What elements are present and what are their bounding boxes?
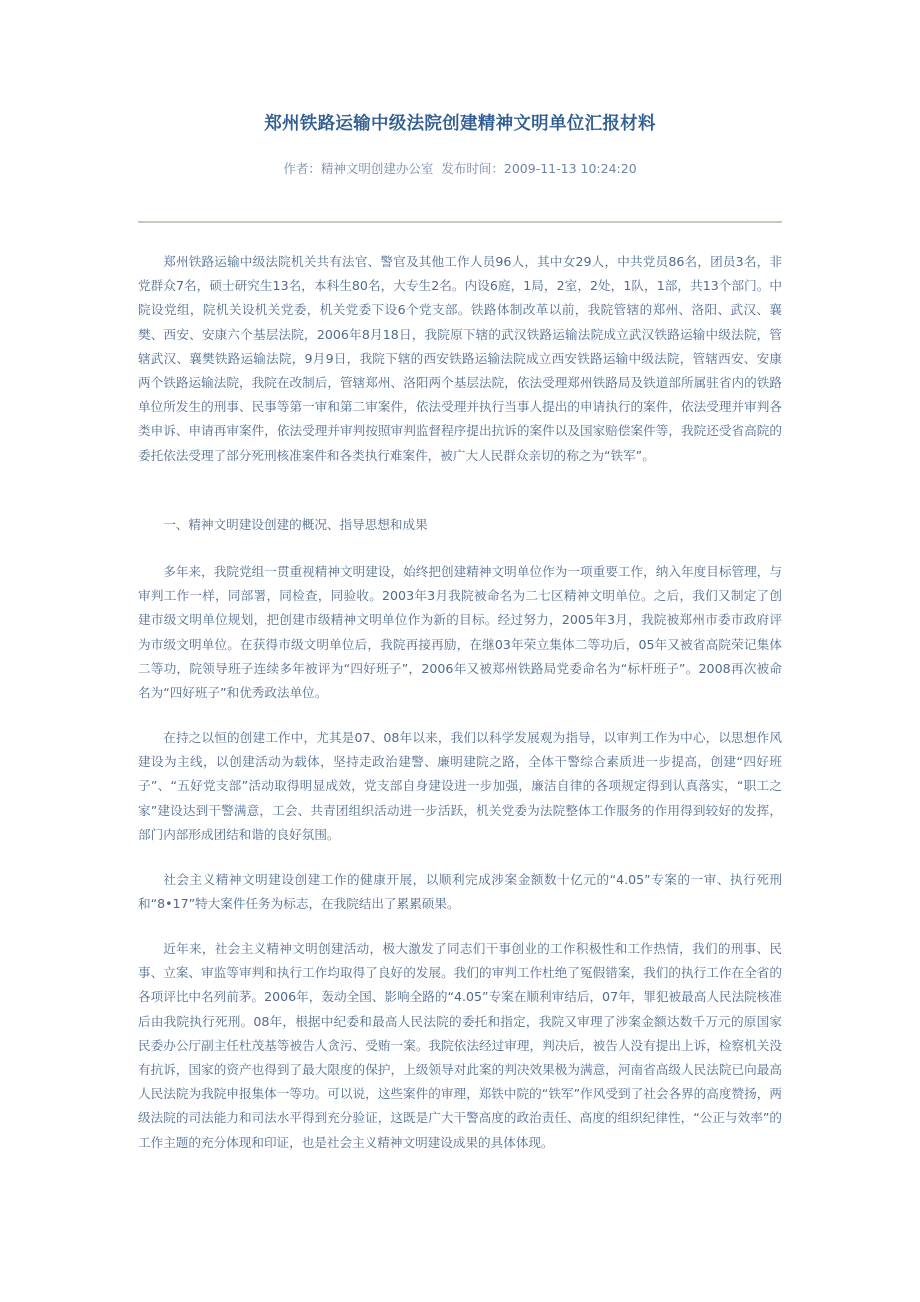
document-title: 郑州铁路运输中级法院创建精神文明单位汇报材料 xyxy=(264,114,656,134)
paragraph-text: 郑州铁路运输中级法院机关共有法官、警官及其他工作人员96人，其中女29人，中共党员86名，团员3名，非党群众7名，硕士研究生13名，本科生80名，大专生2名。内设6庭，1局，2室，2处，1队，1部，共13个部门。中院设党组，院机关设机关党委，机关党委下设6个党支部。铁路体制改革以前，我院管辖的郑州、洛阳、武汉、襄樊、西安、安康六个基层法院，2006年8月18日，我院原下辖的武汉铁路运输法院成立武汉铁路运输中级法院，管辖武汉、襄樊铁路运输法院，9月9日，我院下辖的西安铁路运输法院成立西安铁路运输中级法院，管辖西安、安康两个铁路运输法院，我院在改制后，管辖郑州、洛阳两个基层法院，依法受理郑州铁路局及铁道部所属驻省内的铁路单位所发生的刑事、民事等第一审和第二审案件，依法受理并执行当事人提出的申请执行的案件，依法受理并审判各类申诉、申请再审案件，依法受理并审判按照审判监督程序提出抗诉的案件以及国家赔偿案件等，我院还受省高院的委托依法受理了部分死刑核准案件和各类执行难案件，被广大人民群众亲切的称之为“铁军”。 xyxy=(138,254,782,463)
paragraph-text: 近年来，社会主义精神文明创建活动，极大激发了同志们干事创业的工作积极性和工作热情，我们的刑事、民事、立案、审监等审判和执行工作均取得了良好的发展。我们的审判工作杜绝了冤假错案，我们的执行工作在全省的各项评比中名列前茅。2006年，轰动全国、影响全路的“4.05”专案在顺利审结后，07年，罪犯被最高人民法院核准后由我院执行死刑。08年，根据中纪委和最高人民法院的委托和指定，我院又审理了涉案金额达数千万元的原国家民委办公厅副主任杜茂基等被告人贪污、受贿一案。我院依法经过审理，判决后，被告人没有提出上诉，检察机关没有抗诉，国家的资产也得到了最大限度的保护，上级领导对此案的判决效果极为满意，河南省高级人民法院已向最高人民法院为我院申报集体一等功。可以说，这些案件的审理，郑铁中院的“铁军”作风受到了社会各界的高度赞扬，两级法院的司法能力和司法水平得到充分验证，这既是广大干警高度的政治责任、高度的组织纪律性，“公正与效率”的工作主题的充分体现和印证，也是社会主义精神文明建设成果的具体体现。 xyxy=(138,941,782,1150)
published-label: 发布时间： xyxy=(441,161,504,176)
section-heading-text: 一、精神文明建设创建的概况、指导思想和成果 xyxy=(163,517,428,532)
paragraph-achievements-summary xyxy=(138,868,782,916)
paragraph-text: 多年来，我院党组一贯重视精神文明建设，始终把创建精神文明单位作为一项重要工作，纳入年度目标管理，与审判工作一样，同部署，同检查，同验收。2003年3月我院被命名为二七区精神文明单位。之后，我们又制定了创建市级文明单位规划，把创建市级精神文明单位作为新的目标。经过努力，2005年3月，我院被郑州市委市政府评为市级文明单位。在获得市级文明单位后，我院再接再励，在继03年荣立集体二等功后，05年又被省高院荣记集体二等功，院领导班子连续多年被评为“四好班子”，2006年又被郑州铁路局党委命名为“标杆班子”。2008再次被命名为“四好班子”和优秀政法单位。 xyxy=(138,564,782,701)
author-value: 精神文明创建办公室 xyxy=(320,161,434,176)
paragraph-text: 在持之以恒的创建工作中，尤其是07、08年以来，我们以科学发展观为指导，以审判工作为中心，以思想作风建设为主线，以创建活动为载体，坚持走政治建警、廉明建院之路，全体干警综合素质进一步提高，创建“四好班子”、“五好党支部”活动取得明显成效，党支部自身建设进一步加强，廉洁自律的各项规定得到认真落实，“职工之家”建设达到干警满意，工会、共青团组织活动进一步活跃，机关党委为法院整体工作服务的作用得到较好的发挥，部门内部形成团结和谐的良好氛围。 xyxy=(138,730,782,842)
section-heading-1 xyxy=(138,513,782,537)
published-value: 2009-11-13 10:24:20 xyxy=(503,161,637,176)
paragraph-history xyxy=(138,560,782,705)
document-meta xyxy=(138,160,782,178)
title-divider xyxy=(138,221,782,223)
author-label: 作者： xyxy=(283,161,321,176)
paragraph-intro xyxy=(138,250,782,468)
paragraph-achievements-detail xyxy=(138,937,782,1155)
paragraph-text: 社会主义精神文明建设创建工作的健康开展，以顺利完成涉案金额数十亿元的“4.05”专案的一审、执行死刑和“8•17”特大案件任务为标志，在我院结出了累累硕果。 xyxy=(138,872,782,912)
paragraph-guidance xyxy=(138,726,782,847)
